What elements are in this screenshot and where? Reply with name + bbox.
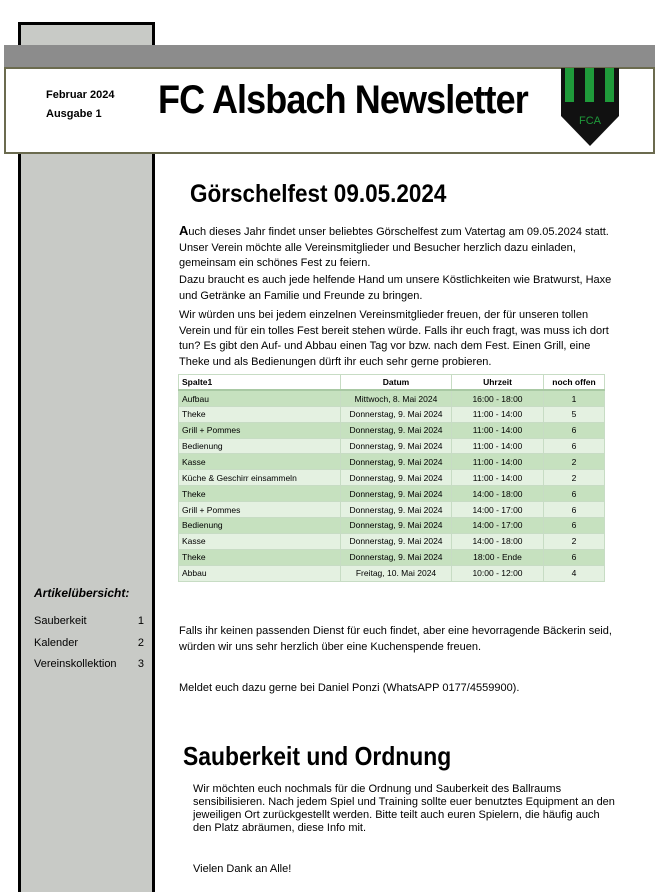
table-cell: Donnerstag, 9. Mai 2024 (341, 438, 452, 454)
table-cell: Grill + Pommes (179, 502, 341, 518)
table-header-cell: Datum (341, 375, 452, 391)
table-cell: Donnerstag, 9. Mai 2024 (341, 518, 452, 534)
table-row (179, 438, 605, 454)
table-row (179, 422, 605, 438)
table-cell: Kasse (179, 454, 341, 470)
table-cell: Bedienung (179, 438, 341, 454)
table-row (179, 533, 605, 549)
club-crest-logo (561, 68, 619, 146)
toc-item-label: Kalender (34, 637, 79, 649)
issue-number: Ausgabe 1 (46, 108, 102, 120)
toc-title: Artikelübersicht: (34, 586, 130, 600)
table-cell: 1 (544, 390, 605, 406)
table-cell: 11:00 - 14:00 (452, 438, 544, 454)
table-header-cell: Spalte1 (179, 375, 341, 391)
article-paragraph-order: Wir möchten euch nochmals für die Ordnung und Sauberkeit des Ballraums sensibilisieren. Nach jedem Spiel und Training sollte euer benutztes Equipment an den jeweiligen Ort zurückgestellt werden. Bitte teilt auch euren Spielern, die häufig auch den Platz abräumen, diese Info mit. (193, 783, 615, 834)
table-cell: 14:00 - 18:00 (452, 533, 544, 549)
table-cell: 16:00 - 18:00 (452, 390, 544, 406)
article-paragraph-help: Dazu braucht es auch jede helfende Hand um unsere Köstlichkeiten wie Bratwurst, Haxe und Getränke an Familie und Freunde zu bringen. (179, 274, 612, 302)
newsletter-title: FC Alsbach Newsletter (158, 78, 528, 122)
table-cell: Donnerstag, 9. Mai 2024 (341, 470, 452, 486)
table-header-row (179, 375, 605, 391)
table-cell: 14:00 - 18:00 (452, 486, 544, 502)
article-title-goerschelfest: Görschelfest 09.05.2024 (190, 180, 447, 208)
article-title-sauberkeit: Sauberkeit und Ordnung (183, 741, 452, 771)
table-cell: Abbau (179, 565, 341, 581)
table-cell: 11:00 - 14:00 (452, 422, 544, 438)
table-header-cell: noch offen (544, 375, 605, 391)
table-cell: 2 (544, 470, 605, 486)
table-cell: 6 (544, 502, 605, 518)
article-paragraph-intro (179, 223, 619, 272)
header-band (4, 45, 655, 67)
table-cell: Aufbau (179, 390, 341, 406)
table-cell: 6 (544, 422, 605, 438)
toc-item-label: Sauberkeit (34, 615, 87, 627)
toc-item-label: Vereinskollektion (34, 658, 117, 670)
table-cell: 6 (544, 549, 605, 565)
table-cell: Theke (179, 549, 341, 565)
table-cell: 10:00 - 12:00 (452, 565, 544, 581)
table-cell: Donnerstag, 9. Mai 2024 (341, 422, 452, 438)
table-row (179, 549, 605, 565)
table-cell: 11:00 - 14:00 (452, 470, 544, 486)
article-closing: Vielen Dank an Alle! (193, 863, 292, 875)
table-cell: 11:00 - 14:00 (452, 454, 544, 470)
table-cell: 18:00 - Ende (452, 549, 544, 565)
drop-cap: A (179, 223, 189, 238)
toc-item-page: 3 (137, 658, 144, 670)
table-cell: Theke (179, 486, 341, 502)
table-row (179, 518, 605, 534)
intro-text: uch dieses Jahr findet unser beliebtes Görschelfest zum Vatertag am 09.05.2024 statt. Unser Verein möchte alle Vereinsmitglieder und Besucher herzlich dazu einladen, gemeinsam ein schönes Fest zu feiern. (179, 226, 609, 269)
table-cell: Donnerstag, 9. Mai 2024 (341, 454, 452, 470)
table-row (179, 486, 605, 502)
table-cell: 6 (544, 438, 605, 454)
table-cell: 5 (544, 406, 605, 422)
article-paragraph-cake: Falls ihr keinen passenden Dienst für euch findet, aber eine hevorragende Bäckerin seid, würden wir uns sehr herzlich über eine Kuchenspende freuen. (179, 625, 612, 653)
toc-item-page: 2 (137, 637, 144, 649)
table-cell: 6 (544, 486, 605, 502)
table-cell: Donnerstag, 9. Mai 2024 (341, 549, 452, 565)
table-row (179, 470, 605, 486)
table-cell: Grill + Pommes (179, 422, 341, 438)
table-cell: Küche & Geschirr einsammeln (179, 470, 341, 486)
table-cell: 4 (544, 565, 605, 581)
toc-item-page: 1 (137, 615, 144, 627)
table-cell: 6 (544, 518, 605, 534)
table-cell: Bedienung (179, 518, 341, 534)
table-row (179, 565, 605, 581)
article-paragraph-volunteers: Wir würden uns bei jedem einzelnen Vereinsmitglieder freuen, der für unseren tollen Verein und für ein tolles Fest bereit stehen würde. Falls ihr euch fragt, was muss ich dort tun? Es gibt den Auf- und Abbau einen Tag vor bzw. nach dem Fest. Einen Grill, eine Theke und als Bedienungen dürft ihr euch sehr gerne probieren. (179, 309, 609, 368)
table-cell: 2 (544, 533, 605, 549)
crest-text: FCA (579, 115, 601, 127)
table-cell: Donnerstag, 9. Mai 2024 (341, 486, 452, 502)
table-cell: Donnerstag, 9. Mai 2024 (341, 533, 452, 549)
table-row (179, 390, 605, 406)
table-cell: 11:00 - 14:00 (452, 406, 544, 422)
table-row (179, 406, 605, 422)
table-cell: Theke (179, 406, 341, 422)
table-cell: 14:00 - 17:00 (452, 518, 544, 534)
table-cell: Kasse (179, 533, 341, 549)
article-paragraph-contact: Meldet euch dazu gerne bei Daniel Ponzi (WhatsAPP 0177/4559900). (179, 682, 520, 694)
table-cell: Donnerstag, 9. Mai 2024 (341, 502, 452, 518)
table-row (179, 502, 605, 518)
table-header-cell: Uhrzeit (452, 375, 544, 391)
shift-table (178, 374, 605, 582)
table-cell: Freitag, 10. Mai 2024 (341, 565, 452, 581)
table-cell: 14:00 - 17:00 (452, 502, 544, 518)
table-cell: Donnerstag, 9. Mai 2024 (341, 406, 452, 422)
table-cell: 2 (544, 454, 605, 470)
table-row (179, 454, 605, 470)
table-cell: Mittwoch, 8. Mai 2024 (341, 390, 452, 406)
issue-date: Februar 2024 (46, 89, 115, 101)
